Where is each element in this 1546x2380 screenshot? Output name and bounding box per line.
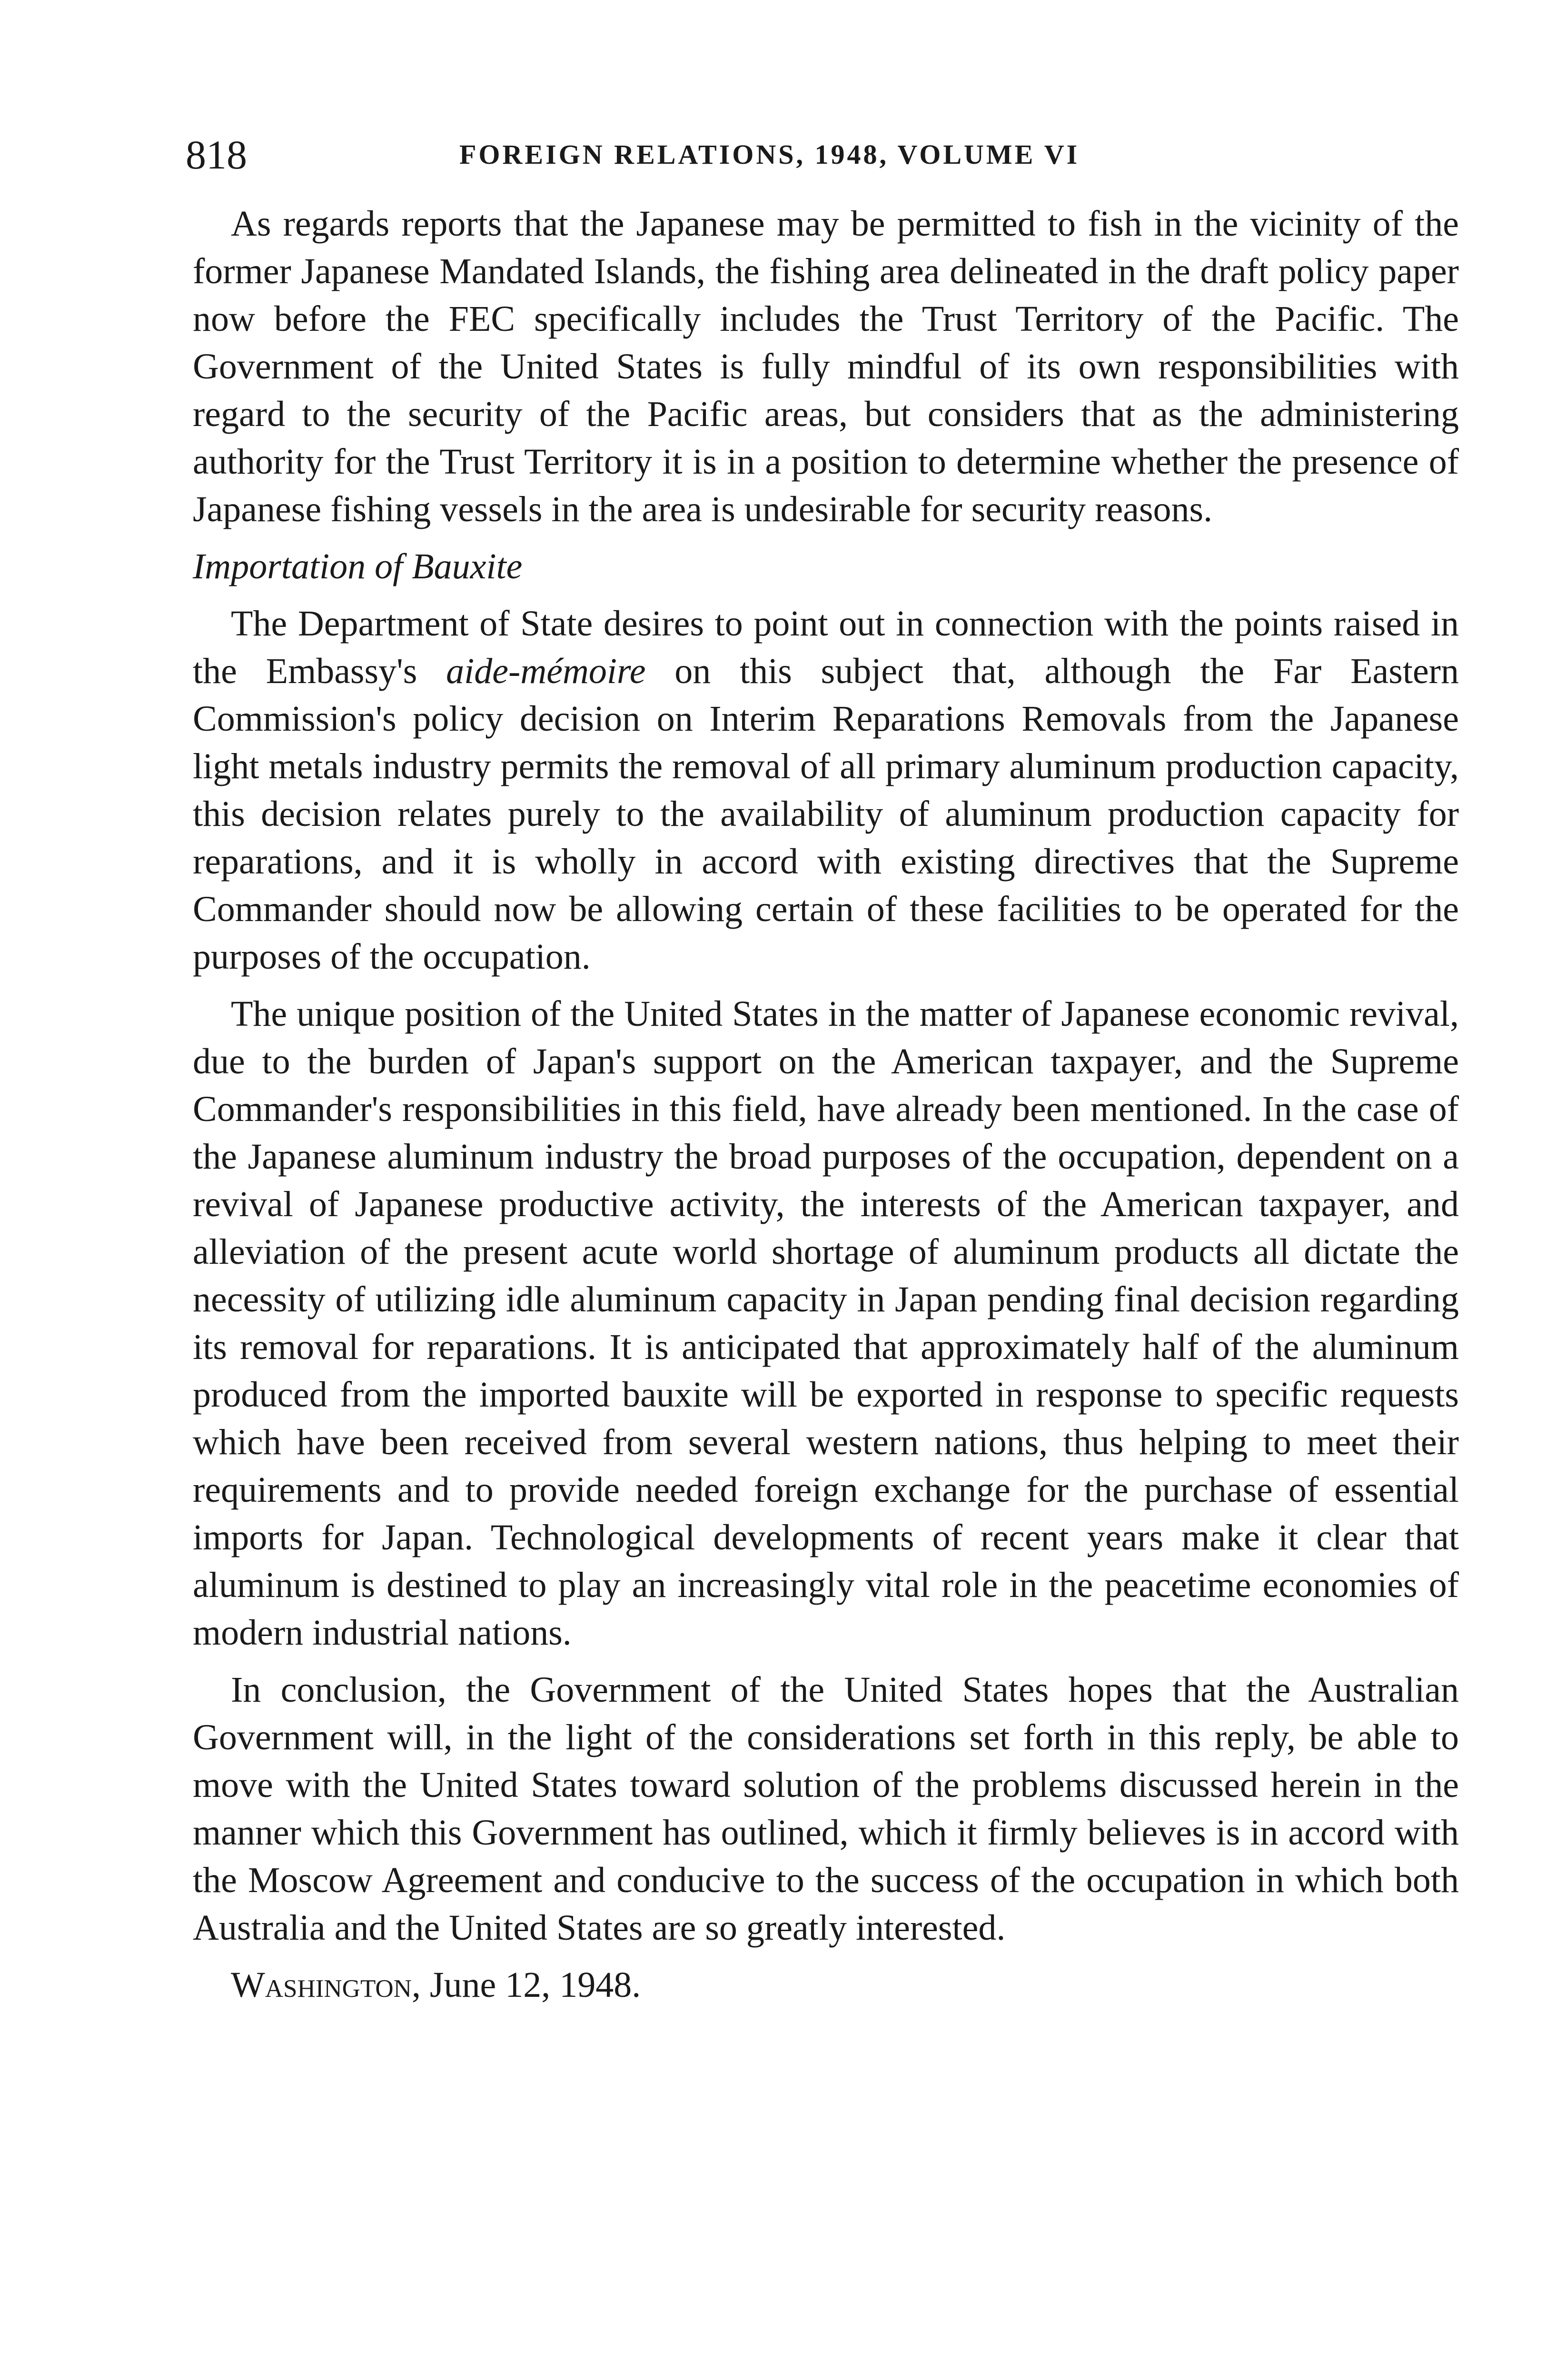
sign-off bbox=[193, 1961, 1459, 2009]
paragraph-fishing-area: As regards reports that the Japanese may be permitted to fish in the vicinity of the former Japanese Mandated Islands, the fishing area delineated in the draft policy paper now before the FEC specifically includes the Trust Territory of the Pacific. The Government of the United States is fully mindful of its own responsibilities with regard to the security of the Pacific areas, but considers that as the administering authority for the Trust Territory it is in a position to determine whether the presence of Japanese fishing vessels in the area is undesirable for security reasons. bbox=[193, 204, 1459, 529]
paragraph-economic-revival: The unique position of the United States in the matter of Japanese economic revival, due to the burden of Japan's support on the American taxpayer, and the Supreme Commander's responsibilities in this field, have already been mentioned. In the case of the Japanese aluminum industry the broad purposes of the occupation, dependent on a revival of Japanese productive activity, the interests of the American taxpayer, and alleviation of the present acute world shortage of aluminum products all dictate the necessity of utilizing idle aluminum capacity in Japan pending final decision regarding its removal for reparations. It is anticipated that approximately half of the aluminum produced from the imported bauxite will be exported in response to specific requests which have been received from several western nations, thus helping to meet their requirements and to provide needed foreign exchange for the purchase of essential imports for Japan. Technological developments of recent years make it clear that aluminum is destined to play an increasingly vital role in the peacetime economies of modern industrial nations. bbox=[193, 994, 1459, 1653]
paragraph-text: The Department of State desires to point out in connection with the points raised in the Embassy's bbox=[193, 604, 1459, 691]
section-heading: Importation of Bauxite bbox=[193, 546, 523, 586]
running-head: FOREIGN RELATIONS, 1948, VOLUME VI bbox=[459, 139, 1080, 170]
sign-off-place: Washington bbox=[231, 1965, 412, 2005]
page-header bbox=[186, 129, 1466, 181]
paragraph-conclusion: In conclusion, the Government of the United States hopes that the Australian Government will, in the light of the considerations set forth in this reply, be able to move with the United States toward solution of the problems discussed herein in the manner which this Government has outlined, which it firmly believes is in accord with the Moscow Agreement and conducive to the success of the occupation in which both Australia and the United States are so greatly interested. bbox=[193, 1670, 1459, 1948]
italic-term: aide-mémoire bbox=[446, 651, 646, 691]
paragraph-bauxite-department bbox=[193, 600, 1459, 981]
sign-off-date: , June 12, 1948. bbox=[411, 1965, 641, 2005]
body-text bbox=[193, 200, 1459, 2018]
paragraph-text: on this subject that, although the Far Eastern Commission's policy decision on Interim Reparations Removals from the Japanese light metals industry permits the removal of all primary aluminum production capacity, this decision relates purely to the availability of aluminum production capacity for reparations, and it is wholly in accord with existing directives that the Supreme Commander should now be allowing certain of these facilities to be operated for the purposes of the occupation. bbox=[193, 651, 1459, 977]
page-number: 818 bbox=[186, 132, 247, 178]
